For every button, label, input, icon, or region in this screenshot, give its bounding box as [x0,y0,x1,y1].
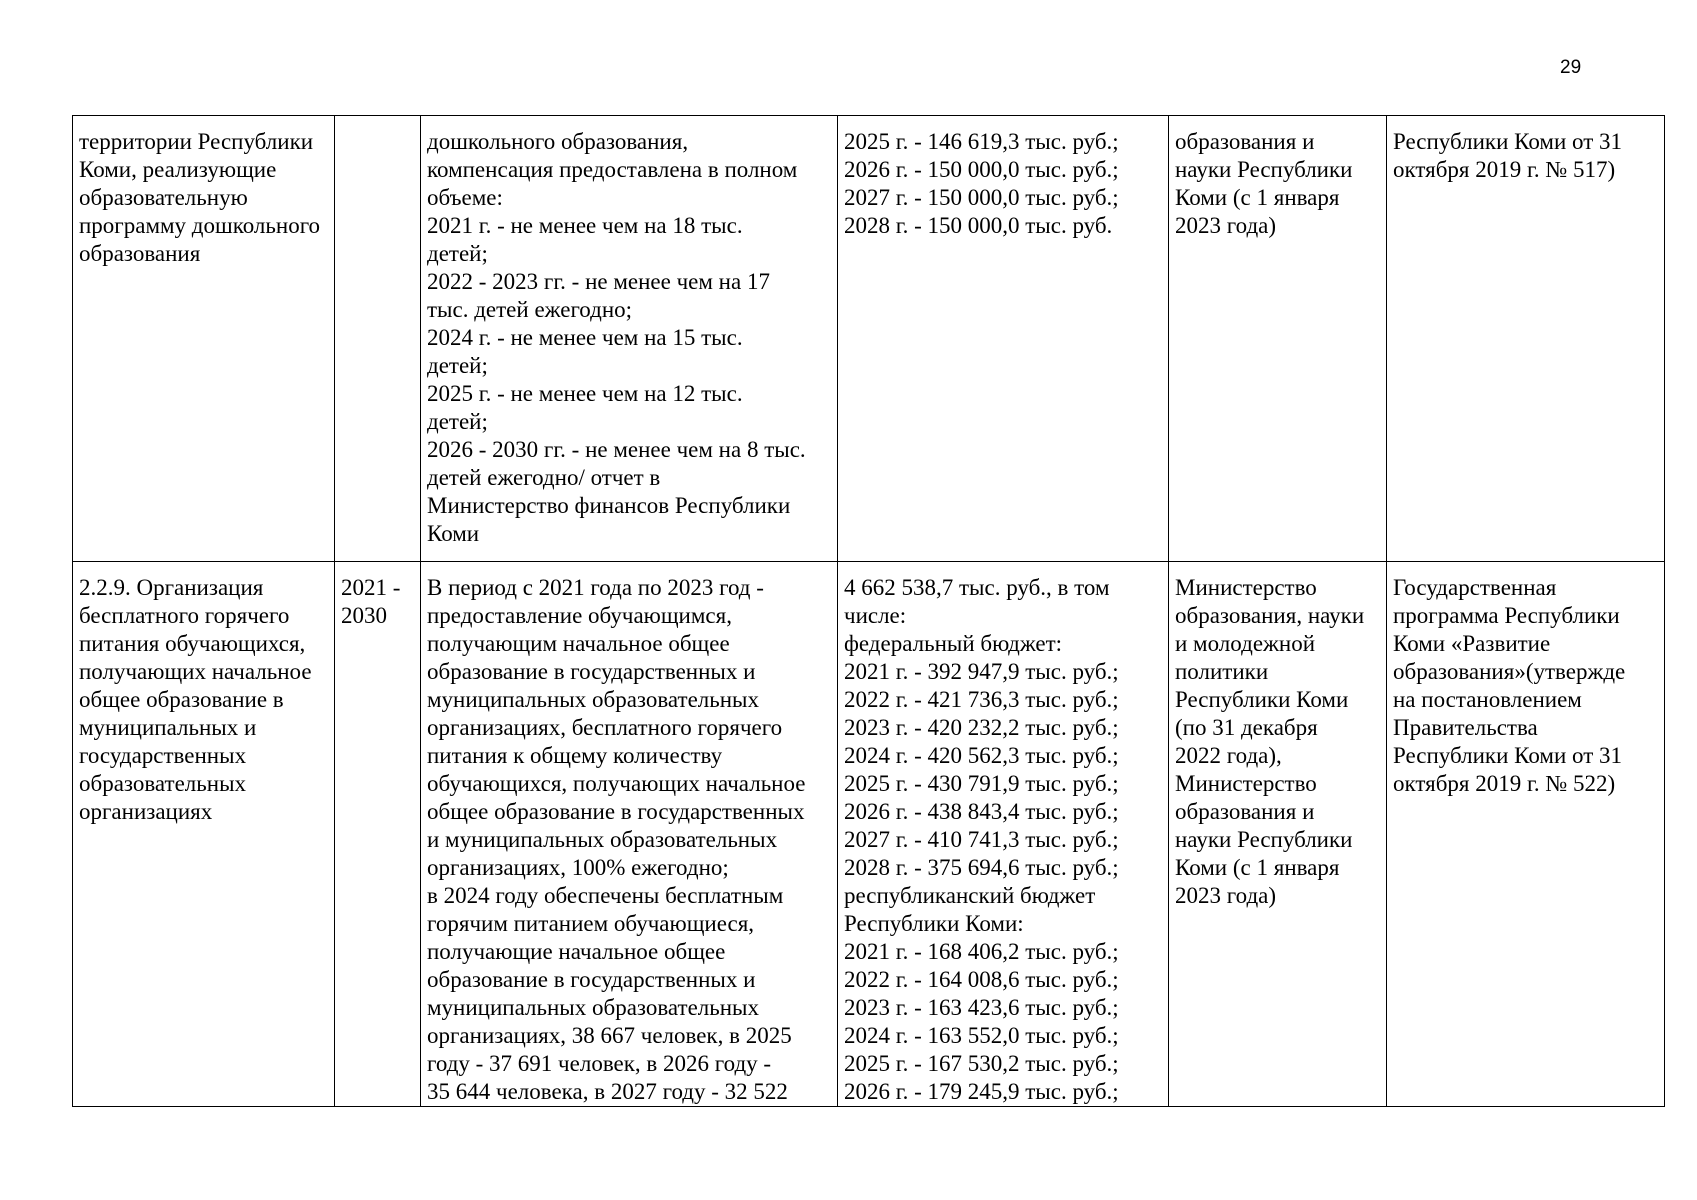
cell-text-line: бесплатного горячего [79,603,290,628]
cell-text-line: 2025 г. - 430 791,9 тыс. руб.; [844,771,1119,796]
cell-text-line: организациях, бесплатного горячего [427,715,783,740]
cell-text-line: образовательную [79,185,248,210]
table-row [73,116,1665,562]
cell-text-line: организациях [79,799,213,824]
cell-text-line: образования и [1175,129,1315,154]
period-cell [335,116,421,562]
cell-text-line: науки Республики [1175,157,1353,182]
measure-name-cell [73,562,335,1107]
cell-text-line: 2027 г. - 150 000,0 тыс. руб.; [844,185,1119,210]
cell-text-line: 2025 г. - 167 530,2 тыс. руб.; [844,1051,1119,1076]
cell-text-line: Министерство [1175,771,1317,796]
funding-cell [838,116,1169,562]
cell-text-line: образовательных [79,771,247,796]
cell-text-line: 2021 г. - 168 406,2 тыс. руб.; [844,939,1119,964]
cell-text-line: 35 644 человека, в 2027 году - 32 522 [427,1079,788,1104]
responsible-executor-cell [1169,116,1387,562]
cell-text-line: получающих начальное [79,659,312,684]
cell-text-line: детей; [427,409,488,434]
cell-text-line: Коми «Развитие [1393,631,1551,656]
table-row [73,562,1665,1107]
cell-text-line: дошкольного образования, [427,129,689,154]
cell-text-line: 2023 года) [1175,213,1277,238]
cell-text-line: образования»(утвержде [1393,659,1626,684]
cell-text-line: Министерство финансов Республики [427,493,791,518]
cell-text-line: Государственная [1393,575,1557,600]
expected-result-cell [421,116,838,562]
cell-text-line: получающим начальное общее [427,631,730,656]
cell-text-line: 2022 г. - 421 736,3 тыс. руб.; [844,687,1119,712]
cell-text-line: в 2024 году обеспечены бесплатным [427,883,784,908]
cell-text-line: 2026 г. - 179 245,9 тыс. руб.; [844,1079,1119,1104]
legal-basis-cell [1387,116,1665,562]
cell-text-line: 2024 г. - не менее чем на 15 тыс. [427,325,743,350]
cell-text-line: образование в государственных и [427,967,756,992]
cell-text-line: 2022 года), [1175,743,1282,768]
responsible-executor-cell [1169,562,1387,1107]
cell-text-line: числе: [844,603,907,628]
cell-text-line: Республики Коми: [844,911,1024,936]
cell-text-line: образования, науки [1175,603,1365,628]
period-cell [335,562,421,1107]
expected-result-cell [421,562,838,1107]
cell-text-line: 2021 г. - не менее чем на 18 тыс. [427,213,743,238]
cell-text-line: образование в государственных и [427,659,756,684]
cell-text-line: и муниципальных образовательных [427,827,778,852]
cell-text-line: образования [79,241,201,266]
cell-text-line: Министерство [1175,575,1317,600]
cell-text-line: 2023 года) [1175,883,1277,908]
cell-text-line: образования и [1175,799,1315,824]
cell-text-line: обучающихся, получающих начальное [427,771,806,796]
cell-text-line: (по 31 декабря [1175,715,1318,740]
cell-text-line: 2021 - [341,575,401,600]
cell-text-line: 2025 г. - 146 619,3 тыс. руб.; [844,129,1119,154]
cell-text-line: В период с 2021 года по 2023 год - [427,575,764,600]
cell-text-line: 2026 г. - 150 000,0 тыс. руб.; [844,157,1119,182]
cell-text-line: муниципальных образовательных [427,995,760,1020]
cell-text-line: детей ежегодно/ отчет в [427,465,661,490]
cell-text-line: 2027 г. - 410 741,3 тыс. руб.; [844,827,1119,852]
cell-text-line: 2.2.9. Организация [79,575,264,600]
cell-text-line: 2028 г. - 375 694,6 тыс. руб.; [844,855,1119,880]
cell-text-line: компенсация предоставлена в полном [427,157,798,182]
cell-text-line: питания к общему количеству [427,743,723,768]
cell-text-line: 2024 г. - 420 562,3 тыс. руб.; [844,743,1119,768]
cell-text-line: 2023 г. - 420 232,2 тыс. руб.; [844,715,1119,740]
cell-text-line: октября 2019 г. № 522) [1393,771,1616,796]
cell-text-line: 2026 г. - 438 843,4 тыс. руб.; [844,799,1119,824]
cell-text-line: Республики Коми [1175,687,1349,712]
cell-text-line: науки Республики [1175,827,1353,852]
legal-basis-cell [1387,562,1665,1107]
cell-text-line: общее образование в государственных [427,799,805,824]
cell-text-line: 2022 г. - 164 008,6 тыс. руб.; [844,967,1119,992]
cell-text-line: тыс. детей ежегодно; [427,297,633,322]
measure-name-cell [73,116,335,562]
cell-text-line: горячим питанием обучающиеся, [427,911,755,936]
cell-text-line: 2025 г. - не менее чем на 12 тыс. [427,381,743,406]
cell-text-line: получающие начальное общее [427,939,726,964]
cell-text-line: организациях, 100% ежегодно; [427,855,729,880]
cell-text-line: объеме: [427,185,503,210]
cell-text-line: территории Республики [79,129,314,154]
cell-text-line: программу дошкольного [79,213,321,238]
cell-text-line: программа Республики [1393,603,1620,628]
cell-text-line: на постановлением [1393,687,1582,712]
cell-text-line: питания обучающихся, [79,631,306,656]
cell-text-line: 2026 - 2030 гг. - не менее чем на 8 тыс. [427,437,806,462]
cell-text-line: 2030 [341,603,387,628]
cell-text-line: 2022 - 2023 гг. - не менее чем на 17 [427,269,770,294]
cell-text-line: и молодежной [1175,631,1316,656]
cell-text-line: 2028 г. - 150 000,0 тыс. руб. [844,213,1113,238]
cell-text-line: Коми [427,521,480,546]
cell-text-line: 2024 г. - 163 552,0 тыс. руб.; [844,1023,1119,1048]
cell-text-line: муниципальных и [79,715,257,740]
cell-text-line: государственных [79,743,247,768]
cell-text-line: детей; [427,241,488,266]
cell-text-line: общее образование в [79,687,284,712]
page-number: 29 [1560,57,1582,78]
cell-text-line: Республики Коми от 31 [1393,743,1623,768]
cell-text-line: детей; [427,353,488,378]
cell-text-line: федеральный бюджет: [844,631,1063,656]
cell-text-line: Коми (с 1 января [1175,185,1340,210]
funding-cell [838,562,1169,1107]
cell-text-line: муниципальных образовательных [427,687,760,712]
cell-text-line: октября 2019 г. № 517) [1393,157,1616,182]
cell-text-line: политики [1175,659,1269,684]
cell-text-line: Коми, реализующие [79,157,277,182]
measures-table [72,115,1665,1107]
cell-text-line: предоставление обучающимся, [427,603,732,628]
cell-text-line: 4 662 538,7 тыс. руб., в том [844,575,1110,600]
cell-text-line: году - 37 691 человек, в 2026 году - [427,1051,772,1076]
cell-text-line: 2023 г. - 163 423,6 тыс. руб.; [844,995,1119,1020]
cell-text-line: 2021 г. - 392 947,9 тыс. руб.; [844,659,1119,684]
cell-text-line: Республики Коми от 31 [1393,129,1623,154]
cell-text-line: организациях, 38 667 человек, в 2025 [427,1023,792,1048]
cell-text-line: Правительства [1393,715,1538,740]
cell-text-line: Коми (с 1 января [1175,855,1340,880]
cell-text-line: республиканский бюджет [844,883,1096,908]
